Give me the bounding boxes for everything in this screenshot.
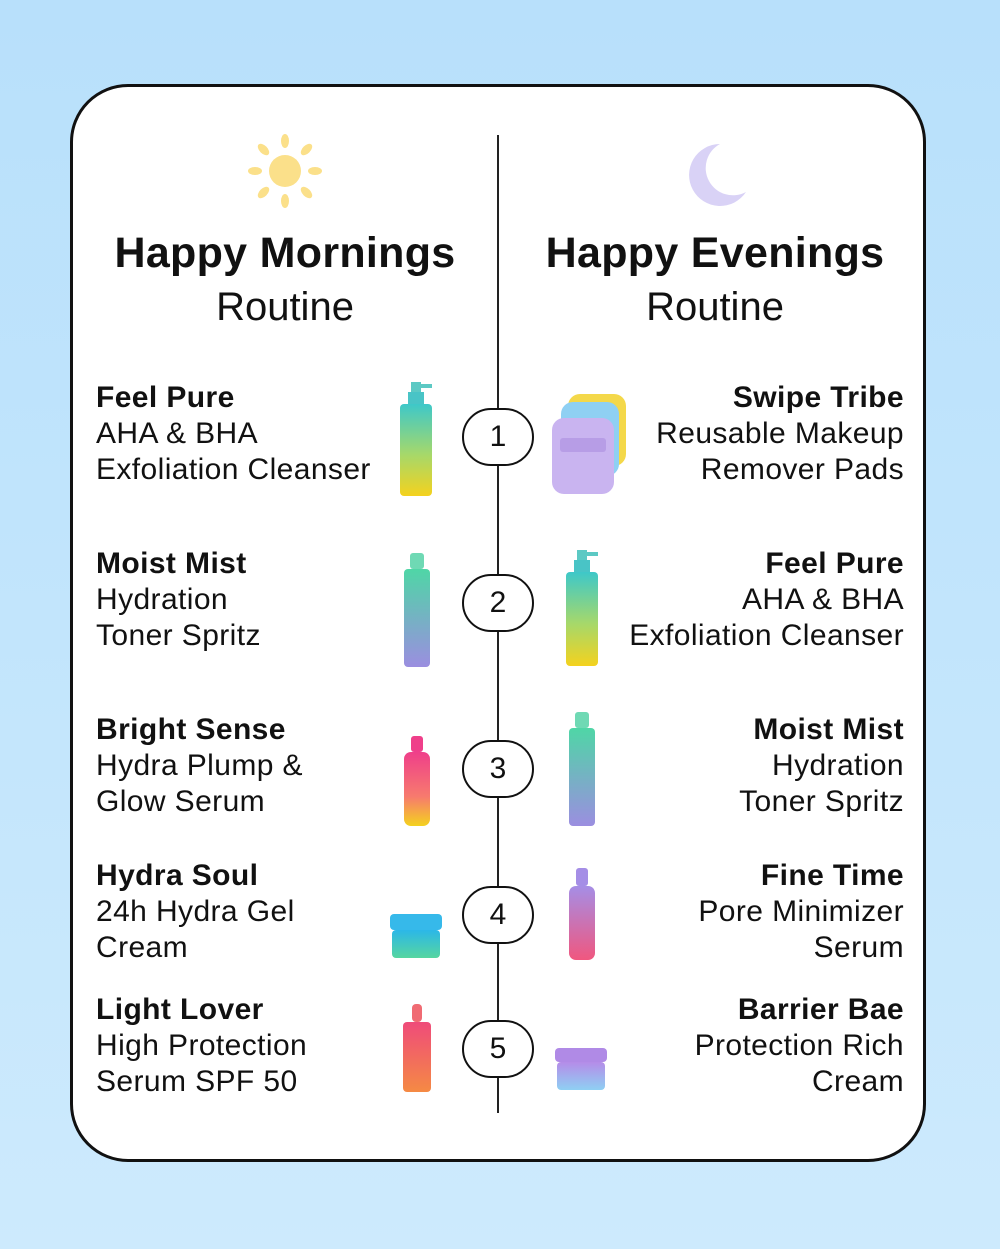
gel-cream-jar-image	[389, 912, 443, 965]
step-badge-5: 5	[462, 1020, 534, 1078]
product-desc: 24h Hydra Gel Cream	[96, 895, 295, 964]
product-desc: High Protection Serum SPF 50	[96, 1029, 308, 1098]
cleanser-bottle-image	[560, 550, 604, 673]
morning-title-main: Happy Mornings	[114, 229, 456, 277]
evening-title-main: Happy Evenings	[545, 229, 885, 277]
spf-serum-image	[400, 1004, 434, 1099]
morning-title	[75, 229, 495, 329]
morning-title-sub: Routine	[216, 285, 354, 329]
mist-bottle-image	[400, 553, 434, 674]
evening-step-5	[564, 992, 904, 1100]
evening-step-3	[564, 712, 904, 820]
glow-serum-image	[401, 736, 433, 833]
morning-step-5	[96, 992, 396, 1100]
morning-step-4	[96, 858, 396, 966]
pore-serum-image	[566, 868, 598, 967]
evening-step-4	[564, 858, 904, 966]
product-desc: Hydration Toner Spritz	[739, 749, 904, 818]
evening-step-2	[564, 546, 904, 654]
product-name: Swipe Tribe	[732, 381, 904, 414]
product-desc: AHA & BHA Exfoliation Cleanser	[629, 583, 904, 652]
product-name: Moist Mist	[96, 547, 247, 580]
step-badge-4: 4	[462, 886, 534, 944]
product-name: Light Lover	[96, 993, 264, 1026]
rich-cream-jar-image	[554, 1046, 608, 1097]
cleanser-bottle-image	[394, 382, 438, 503]
product-name: Feel Pure	[765, 547, 904, 580]
product-desc: Pore Minimizer Serum	[698, 895, 904, 964]
moon-icon	[680, 140, 750, 210]
sun-icon	[248, 134, 322, 208]
step-badge-1: 1	[462, 408, 534, 466]
product-desc: Hydration Toner Spritz	[96, 583, 261, 652]
product-name: Bright Sense	[96, 713, 286, 746]
evening-title	[505, 229, 925, 329]
product-name: Fine Time	[760, 859, 904, 892]
product-name: Barrier Bae	[737, 993, 904, 1026]
morning-step-2	[96, 546, 396, 654]
step-badge-3: 3	[462, 740, 534, 798]
morning-step-1	[96, 380, 396, 488]
product-desc: Reusable Makeup Remover Pads	[656, 417, 904, 486]
product-desc: Protection Rich Cream	[694, 1029, 904, 1098]
mist-bottle-image	[565, 712, 599, 833]
product-desc: Hydra Plump & Glow Serum	[96, 749, 303, 818]
product-name: Hydra Soul	[96, 859, 259, 892]
remover-pads-image	[548, 392, 628, 501]
evening-title-sub: Routine	[646, 285, 784, 329]
product-desc: AHA & BHA Exfoliation Cleanser	[96, 417, 371, 486]
step-badge-2: 2	[462, 574, 534, 632]
morning-step-3	[96, 712, 396, 820]
product-name: Moist Mist	[753, 713, 904, 746]
product-name: Feel Pure	[96, 381, 235, 414]
